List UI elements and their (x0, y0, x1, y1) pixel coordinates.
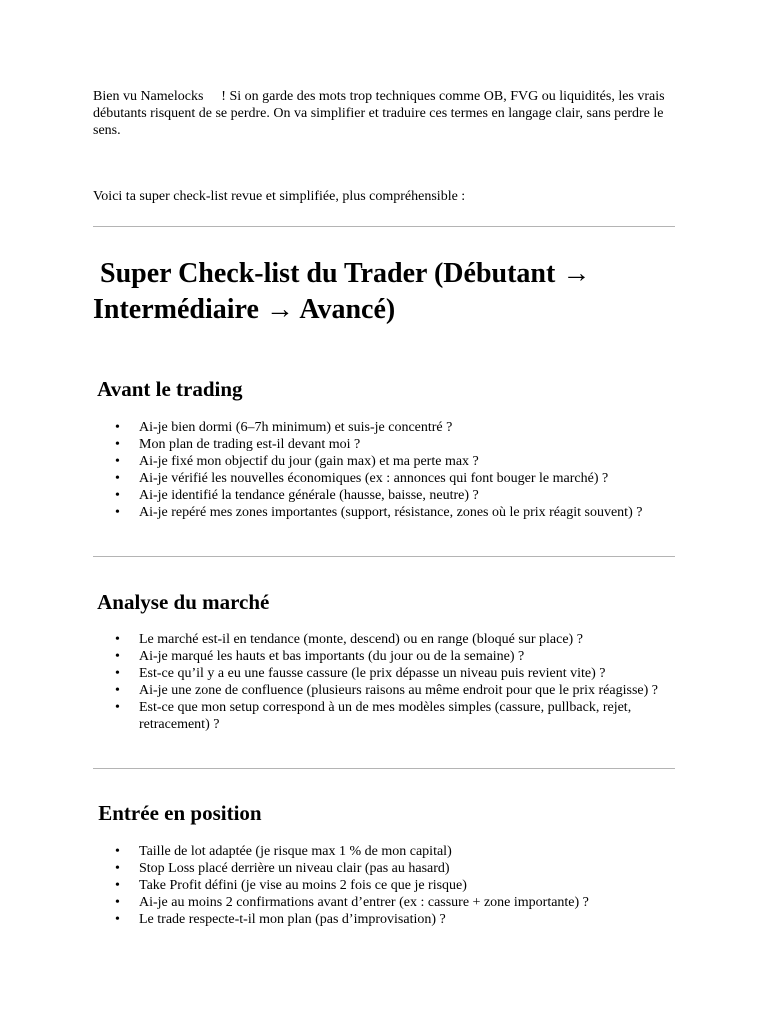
section-heading-avant-le-trading (93, 376, 683, 402)
section-heading-text: Avant le trading (97, 377, 243, 401)
list-item: • Ai-je une zone de confluence (plusieurs raisons au même endroit pour que le prix réagisse) ? (93, 682, 675, 699)
list-item: • Est-ce que mon setup correspond à un de mes modèles simples (cassure, pullback, rejet, retracement) ? (93, 699, 675, 733)
list-item: • Taille de lot adaptée (je risque max 1 % de mon capital) (93, 843, 675, 860)
document-title (93, 256, 693, 328)
horizontal-rule (93, 556, 675, 557)
list-item: • Ai-je identifié la tendance générale (hausse, baisse, neutre) ? (93, 487, 675, 504)
section-heading-analyse-du-marche (93, 589, 683, 615)
list-item: • Le marché est-il en tendance (monte, descend) ou en range (bloqué sur place) ? (93, 631, 675, 648)
list-item: • Stop Loss placé derrière un niveau clair (pas au hasard) (93, 860, 675, 877)
list-item: • Ai-je au moins 2 confirmations avant d’entrer (ex : cassure + zone importante) ? (93, 894, 675, 911)
section-heading-entree-en-position (93, 800, 683, 826)
section-heading-text: Entrée en position (98, 801, 262, 825)
checklist-entree-en-position (93, 843, 675, 928)
list-item: • Est-ce qu’il y a eu une fausse cassure (le prix dépasse un niveau puis revient vite) ? (93, 665, 675, 682)
section-heading-text: Analyse du marché (97, 590, 270, 614)
list-item: • Ai-je vérifié les nouvelles économiques (ex : annonces qui font bouger le marché) ? (93, 470, 675, 487)
intro-lead-paragraph: Voici ta super check-list revue et simplifiée, plus compréhensible : (93, 189, 466, 204)
list-item: • Mon plan de trading est-il devant moi ? (93, 436, 675, 453)
list-item: • Ai-je repéré mes zones importantes (support, résistance, zones où le prix réagit souvent) ? (93, 504, 675, 521)
document-title-text: Super Check-list du Trader (Débutant → Intermédiaire → Avancé) (93, 258, 591, 325)
list-item: • Take Profit défini (je vise au moins 2 fois ce que je risque) (93, 877, 675, 894)
checklist-analyse-du-marche (93, 631, 675, 733)
list-item: • Ai-je fixé mon objectif du jour (gain max) et ma perte max ? (93, 453, 675, 470)
horizontal-rule (93, 768, 675, 769)
list-item: • Ai-je bien dormi (6–7h minimum) et suis-je concentré ? (93, 419, 675, 436)
list-item: • Ai-je marqué les hauts et bas importants (du jour ou de la semaine) ? (93, 648, 675, 665)
horizontal-rule (93, 226, 675, 227)
intro-paragraph: Bien vu Namelocks 󰀀 ! Si on garde des mots trop techniques comme OB, FVG ou liquidités, les vrais débutants risquent de se perdre. On va simplifier et traduire ces termes en langage clair, sans perdre le sens. (93, 89, 665, 138)
list-item: • Le trade respecte-t-il mon plan (pas d’improvisation) ? (93, 911, 675, 928)
checklist-avant-le-trading (93, 419, 675, 521)
